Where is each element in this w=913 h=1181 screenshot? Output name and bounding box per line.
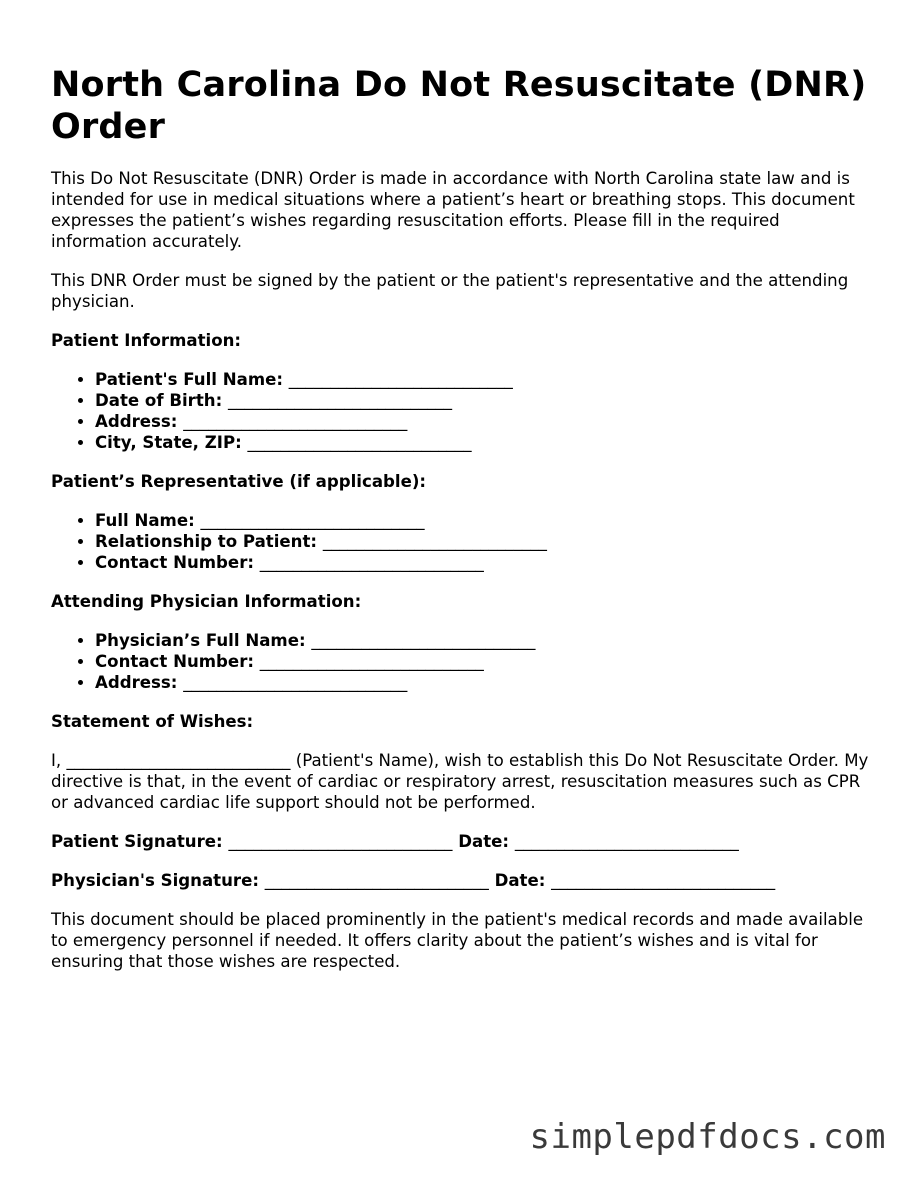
field-relationship xyxy=(95,531,871,552)
field-label: Address: xyxy=(95,673,178,692)
closing-paragraph: This document should be placed prominently in the patient's medical records and made available to emergency personnel if needed. It offers clarity about the patient’s wishes and is vital for ensuring that those wishes are respected. xyxy=(51,910,864,971)
physician-signature-line xyxy=(51,870,871,891)
field-rep-contact-number xyxy=(95,552,871,573)
patient-signature-blank[interactable]: ___________________________ xyxy=(228,832,453,851)
field-label: City, State, ZIP: xyxy=(95,433,242,452)
wishes-section-heading: Statement of Wishes: xyxy=(51,712,254,731)
signing-note: This DNR Order must be signed by the patient or the patient's representative and the attending physician. xyxy=(51,271,849,311)
physician-signature-label: Physician's Signature: xyxy=(51,871,259,890)
watermark: simplepdfdocs.com xyxy=(529,1117,886,1157)
patient-name-blank[interactable]: ___________________________ xyxy=(66,751,291,770)
patient-field-list xyxy=(51,369,871,453)
field-patient-full-name xyxy=(95,369,871,390)
field-physician-contact-number xyxy=(95,651,871,672)
document-page xyxy=(51,64,871,990)
field-address xyxy=(95,411,871,432)
field-label: Date of Birth: xyxy=(95,391,223,410)
patient-signature-line xyxy=(51,831,871,852)
physician-field-list xyxy=(51,630,871,693)
field-label: Contact Number: xyxy=(95,652,255,671)
representative-section-heading: Patient’s Representative (if applicable): xyxy=(51,472,427,491)
field-label: Full Name: xyxy=(95,511,195,530)
field-physician-address xyxy=(95,672,871,693)
fill-blank[interactable]: ___________________________ xyxy=(183,673,408,692)
physician-section-heading: Attending Physician Information: xyxy=(51,592,362,611)
fill-blank[interactable]: ___________________________ xyxy=(259,553,484,572)
fill-blank[interactable]: ___________________________ xyxy=(259,652,484,671)
physician-date-label: Date: xyxy=(494,871,546,890)
wishes-statement xyxy=(51,750,871,813)
representative-field-list xyxy=(51,510,871,573)
physician-date-blank[interactable]: ___________________________ xyxy=(551,871,776,890)
wishes-text: (Patient's Name), wish to establish this Do Not Resuscitate Order. My directive is that, in the event of cardiac or respiratory arrest, resuscitation measures such as CPR or advanced cardiac life support should not be performed. xyxy=(51,751,869,812)
field-rep-full-name xyxy=(95,510,871,531)
field-date-of-birth xyxy=(95,390,871,411)
fill-blank[interactable]: ___________________________ xyxy=(183,412,408,431)
field-city-state-zip xyxy=(95,432,871,453)
intro-paragraph: This Do Not Resuscitate (DNR) Order is made in accordance with North Carolina state law and is intended for use in medical situations where a patient’s heart or breathing stops. This document expresses the patient’s wishes regarding resuscitation efforts. Please fill in the required information accurately. xyxy=(51,169,855,251)
field-physician-full-name xyxy=(95,630,871,651)
fill-blank[interactable]: ___________________________ xyxy=(247,433,472,452)
field-label: Relationship to Patient: xyxy=(95,532,318,551)
fill-blank[interactable]: ___________________________ xyxy=(288,370,513,389)
field-label: Physician’s Full Name: xyxy=(95,631,306,650)
patient-date-blank[interactable]: ___________________________ xyxy=(514,832,739,851)
field-label: Patient's Full Name: xyxy=(95,370,284,389)
patient-section-heading: Patient Information: xyxy=(51,331,242,350)
wishes-prefix: I, xyxy=(51,751,62,770)
page-title: North Carolina Do Not Resuscitate (DNR) Order xyxy=(51,65,867,147)
fill-blank[interactable]: ___________________________ xyxy=(228,391,453,410)
fill-blank[interactable]: ___________________________ xyxy=(200,511,425,530)
field-label: Address: xyxy=(95,412,178,431)
field-label: Contact Number: xyxy=(95,553,255,572)
patient-date-label: Date: xyxy=(458,832,510,851)
fill-blank[interactable]: ___________________________ xyxy=(311,631,536,650)
patient-signature-label: Patient Signature: xyxy=(51,832,223,851)
physician-signature-blank[interactable]: ___________________________ xyxy=(264,871,489,890)
fill-blank[interactable]: ___________________________ xyxy=(322,532,547,551)
